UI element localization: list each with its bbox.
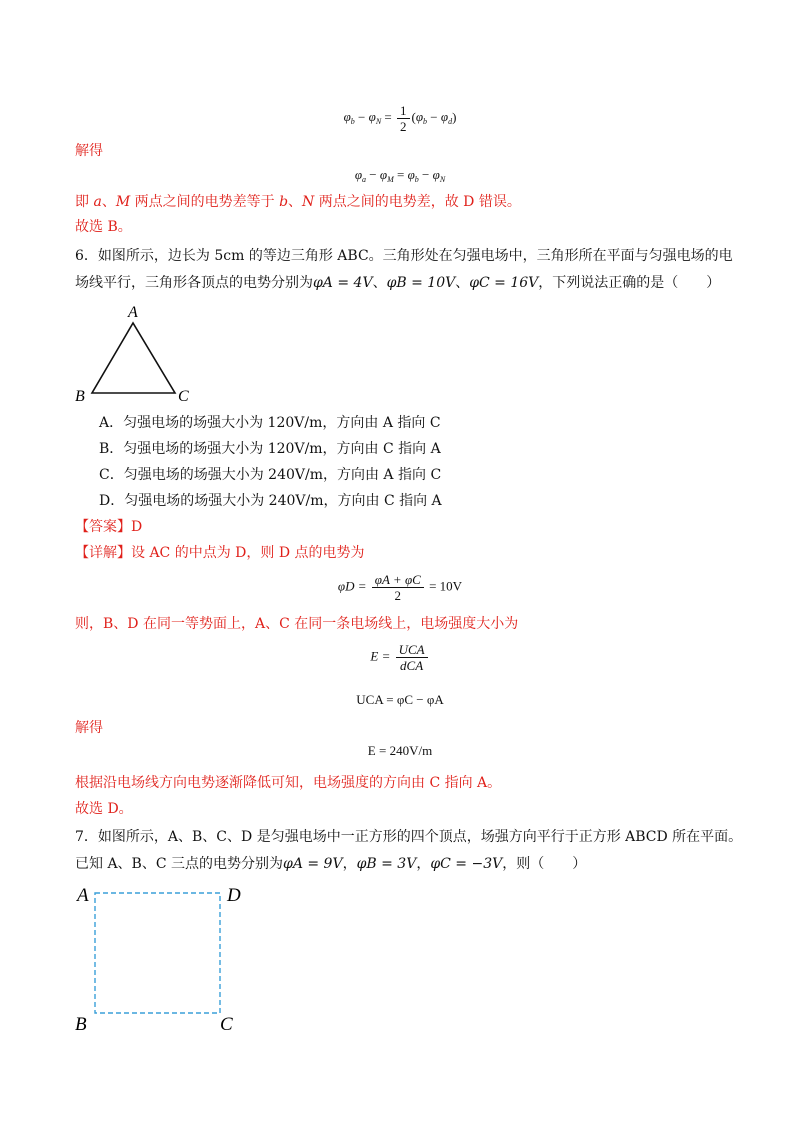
q6-option-b[interactable]: B．匀强电场的场强大小为 120V/m，方向由 C 指向 A [99,441,441,457]
solve-label-1: 解得 [75,143,103,159]
triangle-shape [92,323,175,393]
q6-phiC: φC = 16V [469,275,539,291]
square-shape [95,893,220,1013]
q6-detail: 【详解】设 AC 的中点为 D，则 D 点的电势为 [75,545,365,561]
q6-line1: 6．如图所示，边长为 5cm 的等边三角形 ABC。三角形处在匀强电场中，三角形所在平面与匀强电场的电 [75,248,733,264]
q7-line1: 7．如图所示，A、B、C、D 是匀强电场中一正方形的四个顶点，场强方向平行于正方形 ABCD 所在平面。 [75,829,743,845]
square-label-d: D [227,885,241,906]
formula-top: $\varphi_b - \varphi_N$ = $\frac{1}{2}$ $(\varphi_b - \varphi_d)$ [343,103,457,134]
triangle-label-b: B [75,388,85,405]
q6-eq3: UCA = φC − φA [356,692,444,707]
q6-reason: 根据沿电场线方向电势逐渐降低可知，电场强度的方向由 C 指向 A。 [75,775,502,791]
q7-line2: 已知 A、B、C 三点的电势分别为φA = 9V，φB = 3V，φC = −3V，则（ ） [75,856,587,872]
q7-phiC: φC = −3V [430,856,503,872]
q7-phiA: φA = 9V [283,856,343,872]
q6-line2: 场线平行，三角形各顶点的电势分别为φA = 4V、φB = 10V、φC = 16V，下列说法正确的是（ ） [75,275,721,291]
q6-phiB: φB = 10V [386,275,456,291]
q6-choose: 故选 D。 [75,801,133,817]
square-label-a: A [77,885,89,906]
q6-answer: 【答案】D [75,519,143,535]
triangle-label-a: A [128,304,138,321]
q6-then: 则，B、D 在同一等势面上，A、C 在同一条电场线上，电场强度大小为 [75,616,519,632]
q6-option-d[interactable]: D．匀强电场的场强大小为 240V/m，方向由 C 指向 A [99,493,442,509]
prev-choose: 故选 B。 [75,219,132,235]
q7-phiB: φB = 3V [356,856,417,872]
q6-phiA: φA = 4V [313,275,373,291]
prev-conclusion: 即 a、M 两点之间的电势差等于 b、N 两点之间的电势差，故 D 错误。 [75,194,521,210]
square-figure [70,878,250,1038]
q6-option-c[interactable]: C．匀强电场的场强大小为 240V/m，方向由 A 指向 C [99,467,442,483]
q6-eq4: E = 240V/m [367,743,433,758]
square-label-b: B [75,1014,87,1035]
square-label-c: C [220,1014,233,1035]
triangle-figure [70,300,200,410]
q6-option-a[interactable]: A．匀强电场的场强大小为 120V/m，方向由 A 指向 C [99,415,441,431]
q6-eq2: E = $\frac{\text{UCA}}{\text{dCA}}$ [0,642,800,673]
triangle-label-c: C [178,388,189,405]
formula-mid: $\varphi_a - \varphi_M = \varphi_b - \varphi_N$ [354,167,446,184]
q6-solve: 解得 [75,720,103,736]
q6-eq1: φD = $\frac{\varphi A + \varphi C}{2}$ = 10V [337,572,463,603]
